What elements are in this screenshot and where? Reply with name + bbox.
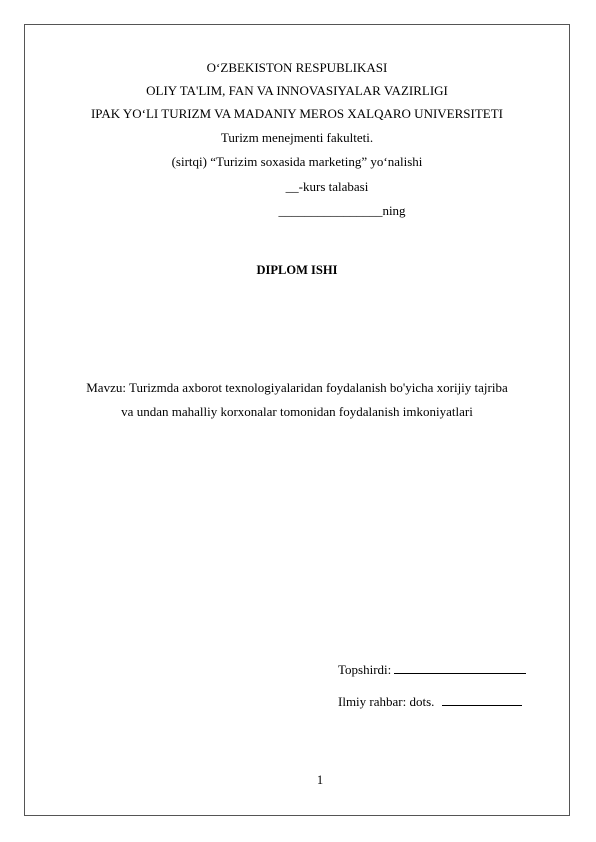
supervisor-line xyxy=(338,693,522,710)
student-name-line: ________________ning xyxy=(278,203,406,218)
country-name: O‘ZBEKISTON RESPUBLIKASI xyxy=(206,60,388,75)
submitted-by-blank xyxy=(394,661,526,674)
supervisor-blank xyxy=(442,693,522,706)
direction-name: (sirtqi) “Turizim soxasida marketing” yo‘nalishi xyxy=(171,154,423,169)
ministry-name: OLIY TA'LIM, FAN VA INNOVASIYALAR VAZIRLIGI xyxy=(146,83,448,98)
university-name: IPAK YO‘LI TURIZM VA MADANIY MEROS XALQARO UNIVERSITETI xyxy=(90,106,504,121)
document-type-title: DIPLOM ISHI xyxy=(256,263,338,277)
faculty-name: Turizm menejmenti fakulteti. xyxy=(220,130,374,145)
submitted-by-label: Topshirdi: xyxy=(338,662,392,677)
course-line: __-kurs talabasi xyxy=(285,179,369,194)
supervisor-label: Ilmiy rahbar: dots. xyxy=(338,694,435,709)
page-number: 1 xyxy=(316,773,324,787)
submitted-by-line xyxy=(338,661,526,678)
topic-line-2: va undan mahalliy korxonalar tomonidan foydalanish imkoniyatlari xyxy=(121,404,473,419)
topic-line-1: Mavzu: Turizmda axborot texnologiyalaridan foydalanish bo'yicha xorijiy tajriba xyxy=(86,380,508,395)
